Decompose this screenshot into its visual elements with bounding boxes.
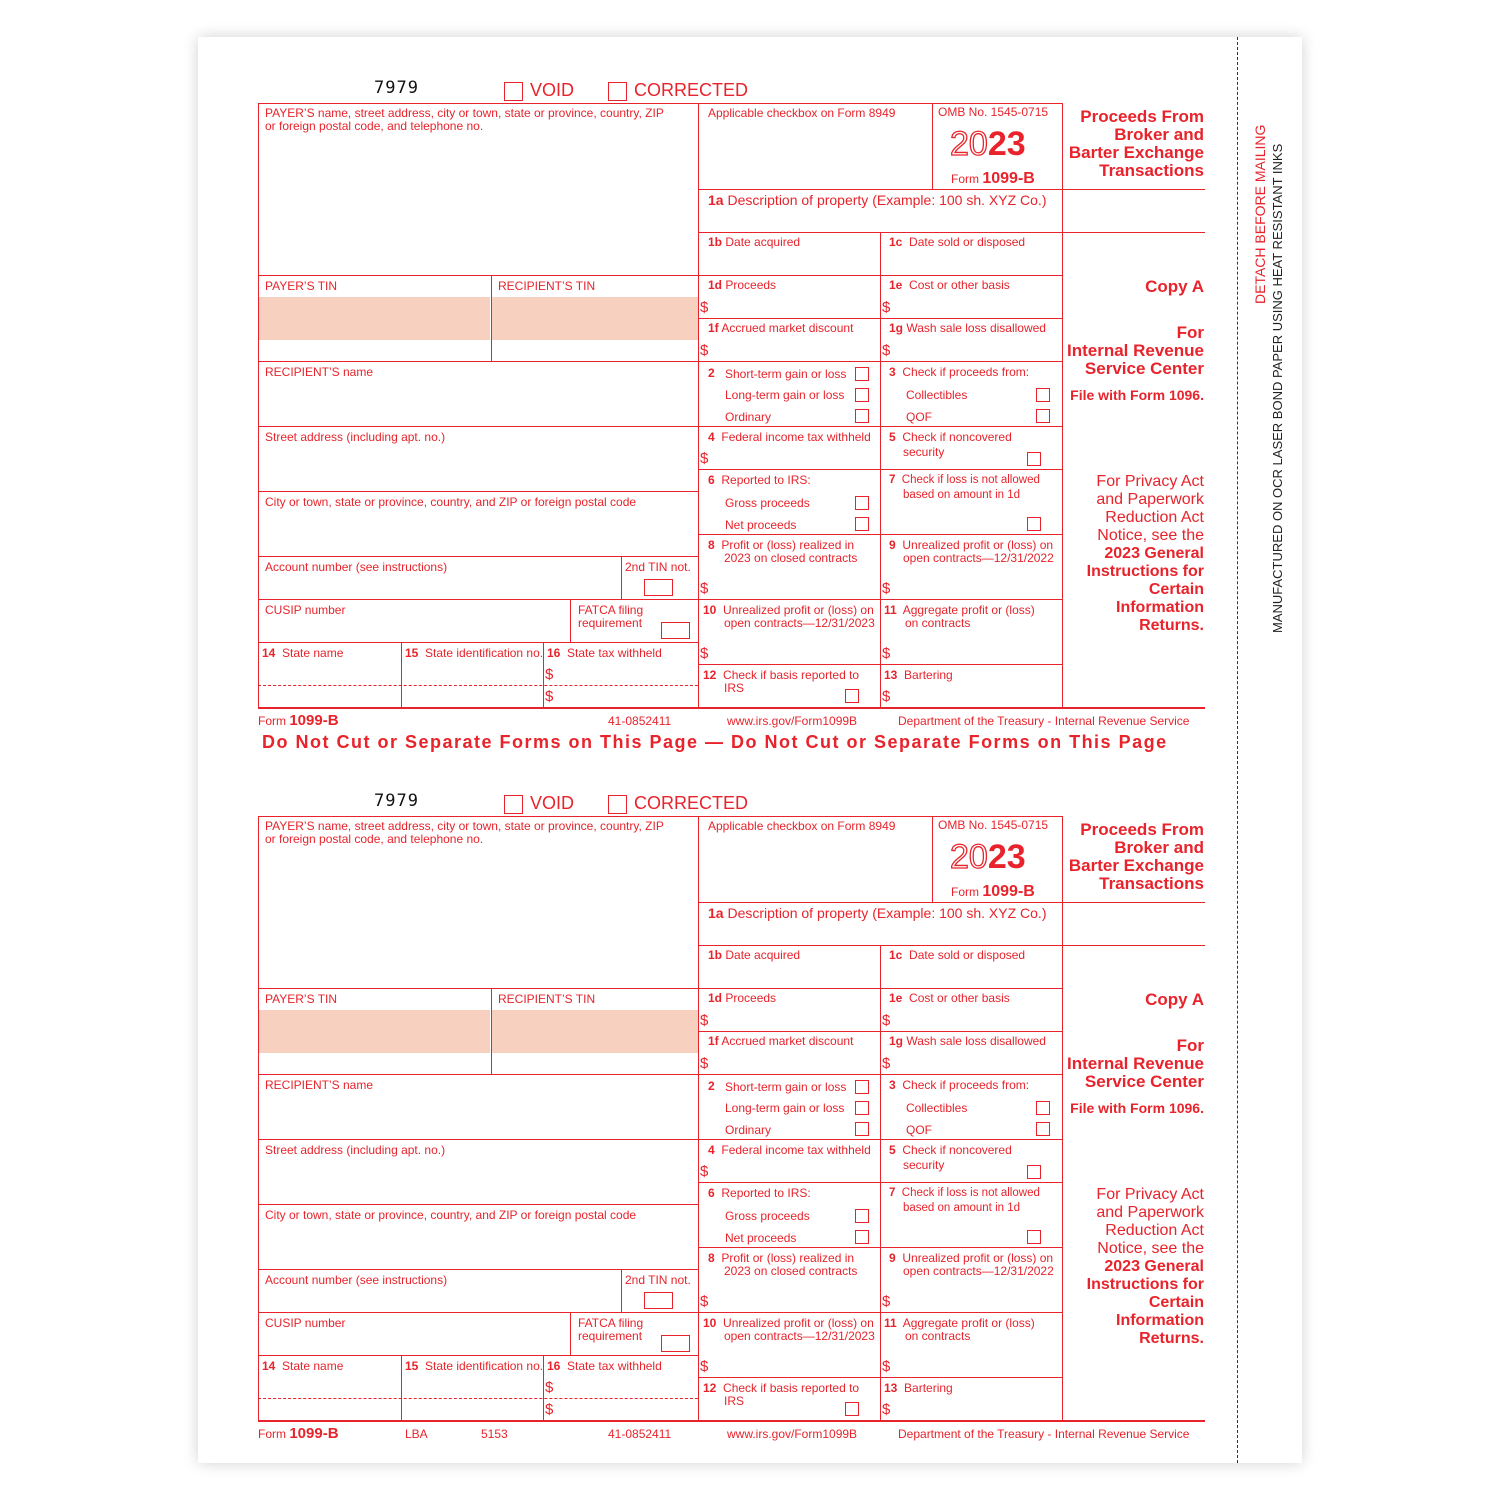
account-label: Account number (see instructions) (265, 1273, 448, 1287)
rule (258, 1139, 698, 1140)
box9-label-2: open contracts—12/31/2022 (903, 1264, 1054, 1278)
rule (698, 599, 1062, 600)
box1e-label: 1e Cost or other basis (889, 278, 1010, 292)
corrected-checkbox[interactable] (608, 795, 627, 814)
footer-dept: Department of the Treasury - Internal Revenue Service (898, 714, 1190, 728)
rule (258, 103, 259, 707)
rule (258, 685, 698, 686)
box2-number: 2 (708, 366, 715, 380)
box13-label: 13 Bartering (884, 668, 953, 682)
rule (932, 816, 933, 902)
box13-label: 13 Bartering (884, 1381, 953, 1395)
second-tin-label: 2nd TIN not. (625, 1273, 691, 1287)
basis-reported-checkbox[interactable] (845, 689, 859, 703)
rule (698, 816, 699, 1420)
applicable-checkbox-label: Applicable checkbox on Form 8949 (708, 106, 896, 120)
qof-label: QOF (906, 410, 932, 424)
payer-info-label: PAYER’S name, street address, city or town, state or province, country, ZIP (265, 106, 664, 120)
dollar-sign: $ (700, 645, 709, 662)
box11-label-2: on contracts (905, 616, 971, 630)
box10-label-2: open contracts—12/31/2023 (724, 1329, 875, 1343)
box1g-label: 1g Wash sale loss disallowed (889, 1034, 1046, 1048)
fatca-label-2: requirement (578, 1329, 643, 1343)
net-proceeds-checkbox[interactable] (855, 1230, 869, 1244)
for-irs-label: For Internal Revenue Service Center (1067, 323, 1204, 378)
payer-tin-field[interactable] (259, 1010, 490, 1053)
file-with-label: File with Form 1096. (1070, 1100, 1204, 1116)
qof-checkbox[interactable] (1036, 1122, 1050, 1136)
box1c-label: 1c Date sold or disposed (889, 948, 1026, 962)
short-term-checkbox[interactable] (855, 1080, 869, 1094)
box7-label-2: based on amount in 1d (903, 489, 1021, 501)
rule (621, 556, 622, 599)
corrected-checkbox[interactable] (608, 82, 627, 101)
rule (698, 1247, 1062, 1248)
rule (698, 1074, 1062, 1075)
applicable-checkbox-label: Applicable checkbox on Form 8949 (708, 819, 896, 833)
dollar-sign: $ (700, 1163, 709, 1180)
rule (698, 1312, 1062, 1313)
box10-label: 10 Unrealized profit or (loss) on (703, 603, 874, 617)
loss-not-allowed-checkbox[interactable] (1027, 517, 1041, 531)
file-with-label: File with Form 1096. (1070, 387, 1204, 403)
box8-label-2: 2023 on closed contracts (724, 1264, 858, 1278)
fatca-label-2: requirement (578, 616, 643, 630)
box12-label: 12 Check if basis reported to (703, 1381, 860, 1395)
void-checkbox[interactable] (504, 82, 523, 101)
footer-lba: LBA (405, 1427, 428, 1441)
dollar-sign: $ (882, 299, 891, 316)
city-label: City or town, state or province, country, and ZIP or foreign postal code (265, 1208, 637, 1222)
box5-label-2: security (903, 1158, 945, 1172)
collectibles-checkbox[interactable] (1036, 1101, 1050, 1115)
dollar-sign: $ (700, 1055, 709, 1072)
dollar-sign: $ (700, 1358, 709, 1375)
box3-label: 3 Check if proceeds from: (889, 365, 1030, 379)
privacy-notice: For Privacy Act and Paperwork Reduction Act Notice, see the 2023 General Instructions for Certain Information Returns. (1086, 1186, 1204, 1347)
box6-label: 6 Reported to IRS: (708, 1186, 811, 1200)
rule (258, 1355, 698, 1356)
box2-ordinary-label: Ordinary (725, 1123, 772, 1137)
do-not-cut-notice: Do Not Cut or Separate Forms on This Page — Do Not Cut or Separate Forms on This Page (262, 732, 1168, 752)
box14-label: 14 State name (262, 646, 344, 660)
dollar-sign: $ (882, 645, 891, 662)
rule (698, 318, 1062, 319)
for-irs-label: For Internal Revenue Service Center (1067, 1036, 1204, 1091)
box4-label: 4 Federal income tax withheld (708, 1143, 871, 1157)
second-tin-checkbox[interactable] (644, 579, 673, 596)
rule (258, 556, 698, 557)
footer-ein: 41-0852411 (608, 1427, 672, 1441)
box10-label: 10 Unrealized profit or (loss) on (703, 1316, 874, 1330)
box1c-label: 1c Date sold or disposed (889, 235, 1026, 249)
box12-label: 12 Check if basis reported to (703, 668, 860, 682)
rule (258, 1204, 698, 1205)
dollar-sign: $ (700, 1293, 709, 1310)
void-label: VOID (530, 793, 575, 813)
box1e-label: 1e Cost or other basis (889, 991, 1010, 1005)
gross-proceeds-label: Gross proceeds (725, 496, 810, 510)
rule (258, 707, 1205, 709)
recipient-name-label: RECIPIENT’S name (265, 365, 374, 379)
box2-short-label: Short-term gain or loss (725, 1080, 847, 1094)
footer-ein: 41-0852411 (608, 714, 672, 728)
box1a-label: 1a Description of property (Example: 100 sh. XYZ Co.) (708, 905, 1047, 921)
footer-url: www.irs.gov/Form1099B (727, 714, 858, 728)
void-checkbox[interactable] (504, 795, 523, 814)
privacy-notice: For Privacy Act and Paperwork Reduction Act Notice, see the 2023 General Instructions for Certain Information Returns. (1086, 473, 1204, 634)
rule (258, 491, 698, 492)
dollar-sign: $ (700, 299, 709, 316)
payer-tin-label: PAYER’S TIN (265, 279, 338, 293)
recipient-tin-field[interactable] (492, 1010, 698, 1053)
box2-long-label: Long-term gain or loss (725, 1101, 845, 1115)
rule (258, 1269, 698, 1270)
dollar-sign: $ (882, 1055, 891, 1072)
rule (698, 902, 1205, 903)
net-proceeds-label: Net proceeds (725, 1231, 797, 1245)
collectibles-checkbox[interactable] (1036, 388, 1050, 402)
box1f-label: 1f Accrued market discount (708, 321, 854, 335)
rule (698, 1031, 1062, 1032)
recipient-tin-field[interactable] (492, 297, 698, 340)
omb-number: OMB No. 1545-0715 (938, 818, 1049, 832)
gross-proceeds-label: Gross proceeds (725, 1209, 810, 1223)
control-number: 7979 (374, 791, 419, 811)
box1b-label: 1b Date acquired (708, 948, 801, 962)
rule (698, 945, 1205, 946)
box15-label: 15 State identification no. (405, 1359, 544, 1373)
box2-long-label: Long-term gain or loss (725, 388, 845, 402)
tax-year: 2023 (950, 125, 1026, 163)
rule (258, 426, 698, 427)
rule (258, 1420, 1205, 1422)
cusip-label: CUSIP number (265, 1316, 346, 1330)
tax-year: 2023 (950, 838, 1026, 876)
box16-label: 16 State tax withheld (547, 646, 662, 660)
box9-label-2: open contracts—12/31/2022 (903, 551, 1054, 565)
rule (698, 469, 1062, 470)
footer-form-name: Form 1099-B (258, 1425, 339, 1442)
rule (258, 103, 1062, 104)
dollar-sign: $ (700, 1012, 709, 1029)
payer-tin-field[interactable] (259, 297, 490, 340)
fatca-checkbox[interactable] (661, 1335, 690, 1352)
gross-proceeds-checkbox[interactable] (855, 1209, 869, 1223)
footer-dept: Department of the Treasury - Internal Revenue Service (898, 1427, 1190, 1441)
rule (401, 642, 402, 707)
basis-reported-checkbox[interactable] (845, 1402, 859, 1416)
box11-label: 11 Aggregate profit or (loss) (884, 1316, 1035, 1330)
form-title: Proceeds From Broker and Barter Exchange Transactions (1068, 107, 1204, 180)
box9-label: 9 Unrealized profit or (loss) on (889, 1251, 1054, 1265)
box6-label: 6 Reported to IRS: (708, 473, 811, 487)
footer-url: www.irs.gov/Form1099B (727, 1427, 858, 1441)
dollar-sign: $ (882, 1012, 891, 1029)
box1d-label: 1d Proceeds (708, 991, 777, 1005)
corrected-label: CORRECTED (634, 80, 749, 100)
box12-label-2: IRS (724, 1394, 745, 1408)
rule (698, 1139, 1062, 1140)
account-label: Account number (see instructions) (265, 560, 448, 574)
box15-label: 15 State identification no. (405, 646, 544, 660)
rule (621, 1269, 622, 1312)
footer-form-name: Form 1099-B (258, 712, 339, 729)
dollar-sign: $ (882, 580, 891, 597)
dollar-sign: $ (545, 666, 554, 683)
dollar-sign: $ (882, 1358, 891, 1375)
payer-info-label-2: or foreign postal code, and telephone no. (265, 119, 484, 133)
box2-ordinary-label: Ordinary (725, 410, 772, 424)
box10-label-2: open contracts—12/31/2023 (724, 616, 875, 630)
rule (258, 361, 698, 362)
noncovered-checkbox[interactable] (1027, 1165, 1041, 1179)
loss-not-allowed-checkbox[interactable] (1027, 1230, 1041, 1244)
box3-label: 3 Check if proceeds from: (889, 1078, 1030, 1092)
form-title: Proceeds From Broker and Barter Exchange Transactions (1068, 820, 1204, 893)
rule (258, 1398, 698, 1399)
void-label: VOID (530, 80, 575, 100)
box2-short-label: Short-term gain or loss (725, 367, 847, 381)
second-tin-checkbox[interactable] (644, 1292, 673, 1309)
box1b-label: 1b Date acquired (708, 235, 801, 249)
dollar-sign: $ (882, 688, 891, 705)
box1g-label: 1g Wash sale loss disallowed (889, 321, 1046, 335)
rule (1062, 103, 1063, 707)
box8-label: 8 Profit or (loss) realized in (708, 538, 855, 552)
box9-label: 9 Unrealized profit or (loss) on (889, 538, 1054, 552)
dollar-sign: $ (882, 342, 891, 359)
box11-label-2: on contracts (905, 1329, 971, 1343)
rule (543, 1355, 544, 1420)
collectibles-label: Collectibles (906, 1101, 968, 1115)
cusip-label: CUSIP number (265, 603, 346, 617)
ordinary-checkbox[interactable] (855, 1122, 869, 1136)
rule (401, 1355, 402, 1420)
perforation-line (1237, 37, 1238, 1463)
rule (543, 642, 544, 707)
rule (698, 189, 1205, 190)
street-label: Street address (including apt. no.) (265, 1143, 446, 1157)
box5-label: 5 Check if noncovered (889, 1143, 1012, 1157)
dollar-sign: $ (882, 1293, 891, 1310)
fatca-label: FATCA filing (578, 603, 644, 617)
box7-label-2: based on amount in 1d (903, 1202, 1021, 1214)
dollar-sign: $ (545, 1401, 554, 1418)
rule (698, 275, 1062, 276)
box8-label: 8 Profit or (loss) realized in (708, 1251, 855, 1265)
footer-5153: 5153 (481, 1427, 508, 1441)
rule (698, 1377, 1062, 1378)
box7-label: 7 Check if loss is not allowed (889, 1187, 1040, 1199)
street-label: Street address (including apt. no.) (265, 430, 446, 444)
long-term-checkbox[interactable] (855, 1101, 869, 1115)
dollar-sign: $ (882, 1401, 891, 1418)
omb-number: OMB No. 1545-0715 (938, 105, 1049, 119)
fatca-label: FATCA filing (578, 1316, 644, 1330)
detach-notice: DETACH BEFORE MAILING (1252, 124, 1268, 304)
second-tin-label: 2nd TIN not. (625, 560, 691, 574)
gross-proceeds-checkbox[interactable] (855, 496, 869, 510)
collectibles-label: Collectibles (906, 388, 968, 402)
dollar-sign: $ (545, 1379, 554, 1396)
box1f-label: 1f Accrued market discount (708, 1034, 854, 1048)
box2-number: 2 (708, 1079, 715, 1093)
dollar-sign: $ (700, 342, 709, 359)
rule (698, 361, 1062, 362)
rule (258, 642, 698, 643)
ordinary-checkbox[interactable] (855, 409, 869, 423)
dollar-sign: $ (700, 450, 709, 467)
form-name: Form 1099-B (951, 883, 1035, 900)
rule (698, 988, 1062, 989)
qof-checkbox[interactable] (1036, 409, 1050, 423)
recipient-tin-label: RECIPIENT’S TIN (498, 992, 596, 1006)
corrected-label: CORRECTED (634, 793, 749, 813)
box7-label: 7 Check if loss is not allowed (889, 474, 1040, 486)
box5-label-2: security (903, 445, 945, 459)
rule (258, 816, 1062, 817)
copy-a-label: Copy A (1145, 277, 1204, 296)
fatca-checkbox[interactable] (661, 622, 690, 639)
rule (570, 1312, 571, 1355)
payer-info-label-2: or foreign postal code, and telephone no. (265, 832, 484, 846)
box12-label-2: IRS (724, 681, 745, 695)
payer-tin-label: PAYER’S TIN (265, 992, 338, 1006)
rule (258, 1312, 698, 1313)
long-term-checkbox[interactable] (855, 388, 869, 402)
rule (698, 1182, 1062, 1183)
rule (698, 232, 1205, 233)
box1d-label: 1d Proceeds (708, 278, 777, 292)
rule (698, 664, 1062, 665)
rule (258, 275, 698, 276)
noncovered-checkbox[interactable] (1027, 452, 1041, 466)
box5-label: 5 Check if noncovered (889, 430, 1012, 444)
net-proceeds-checkbox[interactable] (855, 517, 869, 531)
qof-label: QOF (906, 1123, 932, 1137)
rule (932, 103, 933, 189)
box16-label: 16 State tax withheld (547, 1359, 662, 1373)
rule (698, 426, 1062, 427)
copy-a-label: Copy A (1145, 990, 1204, 1009)
rule (258, 599, 698, 600)
rule (258, 816, 259, 1420)
box14-label: 14 State name (262, 1359, 344, 1373)
box8-label-2: 2023 on closed contracts (724, 551, 858, 565)
rule (570, 599, 571, 642)
rule (698, 103, 699, 707)
dollar-sign: $ (700, 580, 709, 597)
short-term-checkbox[interactable] (855, 367, 869, 381)
manufactured-notice: MANUFACTURED ON OCR LASER BOND PAPER USING HEAT RESISTANT INKS (1270, 143, 1285, 633)
box1a-label: 1a Description of property (Example: 100 sh. XYZ Co.) (708, 192, 1047, 208)
net-proceeds-label: Net proceeds (725, 518, 797, 532)
rule (258, 1074, 698, 1075)
dollar-sign: $ (545, 688, 554, 705)
form-1099b-bottom (0, 713, 1500, 1442)
rule (698, 534, 1062, 535)
recipient-name-label: RECIPIENT’S name (265, 1078, 374, 1092)
rule (1062, 816, 1063, 1420)
box11-label: 11 Aggregate profit or (loss) (884, 603, 1035, 617)
form-name: Form 1099-B (951, 170, 1035, 187)
rule (258, 988, 698, 989)
control-number: 7979 (374, 78, 419, 98)
recipient-tin-label: RECIPIENT’S TIN (498, 279, 596, 293)
city-label: City or town, state or province, country, and ZIP or foreign postal code (265, 495, 637, 509)
payer-info-label: PAYER’S name, street address, city or town, state or province, country, ZIP (265, 819, 664, 833)
box4-label: 4 Federal income tax withheld (708, 430, 871, 444)
